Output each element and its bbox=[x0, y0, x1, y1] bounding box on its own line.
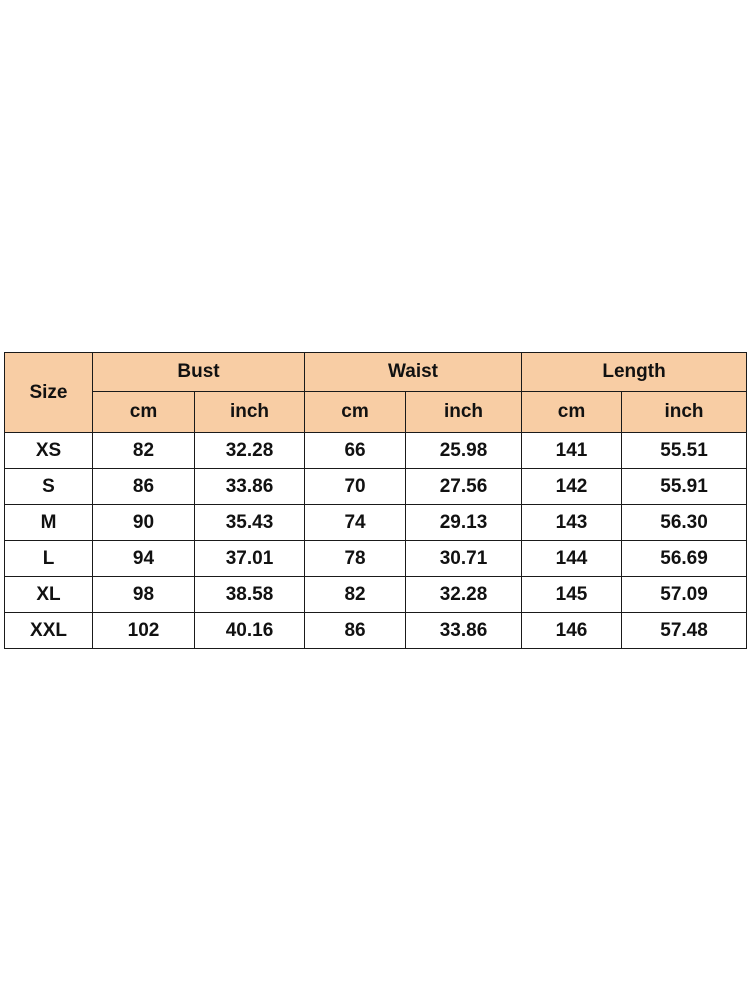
waist-cm-cell: 82 bbox=[305, 577, 406, 613]
bust-inch-header: inch bbox=[195, 392, 305, 433]
length-inch-cell: 57.48 bbox=[622, 613, 747, 649]
bust-inch-cell: 37.01 bbox=[195, 541, 305, 577]
length-inch-cell: 56.69 bbox=[622, 541, 747, 577]
length-inch-cell: 56.30 bbox=[622, 505, 747, 541]
waist-cm-cell: 66 bbox=[305, 433, 406, 469]
size-chart-table bbox=[4, 352, 747, 649]
waist-cm-header: cm bbox=[305, 392, 406, 433]
size-column-header: Size bbox=[5, 353, 93, 433]
table-row bbox=[5, 433, 747, 469]
size-cell: L bbox=[5, 541, 93, 577]
bust-cm-cell: 98 bbox=[93, 577, 195, 613]
length-cm-cell: 143 bbox=[522, 505, 622, 541]
length-cm-cell: 144 bbox=[522, 541, 622, 577]
waist-cm-cell: 70 bbox=[305, 469, 406, 505]
waist-inch-cell: 29.13 bbox=[406, 505, 522, 541]
bust-group-header: Bust bbox=[93, 353, 305, 392]
waist-inch-cell: 27.56 bbox=[406, 469, 522, 505]
waist-inch-cell: 32.28 bbox=[406, 577, 522, 613]
bust-cm-cell: 86 bbox=[93, 469, 195, 505]
bust-inch-cell: 40.16 bbox=[195, 613, 305, 649]
bust-cm-cell: 94 bbox=[93, 541, 195, 577]
length-inch-cell: 55.91 bbox=[622, 469, 747, 505]
bust-inch-cell: 35.43 bbox=[195, 505, 305, 541]
length-group-header: Length bbox=[522, 353, 747, 392]
bust-cm-cell: 82 bbox=[93, 433, 195, 469]
length-inch-cell: 57.09 bbox=[622, 577, 747, 613]
size-cell: XL bbox=[5, 577, 93, 613]
bust-cm-cell: 90 bbox=[93, 505, 195, 541]
size-cell: XXL bbox=[5, 613, 93, 649]
waist-inch-header: inch bbox=[406, 392, 522, 433]
length-cm-cell: 141 bbox=[522, 433, 622, 469]
table-row bbox=[5, 577, 747, 613]
size-cell: M bbox=[5, 505, 93, 541]
waist-cm-cell: 86 bbox=[305, 613, 406, 649]
bust-inch-cell: 38.58 bbox=[195, 577, 305, 613]
table-row bbox=[5, 469, 747, 505]
waist-inch-cell: 25.98 bbox=[406, 433, 522, 469]
waist-group-header: Waist bbox=[305, 353, 522, 392]
size-cell: XS bbox=[5, 433, 93, 469]
length-cm-cell: 142 bbox=[522, 469, 622, 505]
length-inch-header: inch bbox=[622, 392, 747, 433]
bust-cm-header: cm bbox=[93, 392, 195, 433]
waist-inch-cell: 33.86 bbox=[406, 613, 522, 649]
table-row bbox=[5, 613, 747, 649]
waist-cm-cell: 74 bbox=[305, 505, 406, 541]
bust-cm-cell: 102 bbox=[93, 613, 195, 649]
bust-inch-cell: 33.86 bbox=[195, 469, 305, 505]
size-table-body bbox=[5, 433, 747, 649]
length-cm-cell: 145 bbox=[522, 577, 622, 613]
length-inch-cell: 55.51 bbox=[622, 433, 747, 469]
table-row bbox=[5, 541, 747, 577]
length-cm-cell: 146 bbox=[522, 613, 622, 649]
waist-cm-cell: 78 bbox=[305, 541, 406, 577]
size-cell: S bbox=[5, 469, 93, 505]
unit-header-row bbox=[5, 392, 747, 433]
group-header-row bbox=[5, 353, 747, 392]
bust-inch-cell: 32.28 bbox=[195, 433, 305, 469]
table-row bbox=[5, 505, 747, 541]
waist-inch-cell: 30.71 bbox=[406, 541, 522, 577]
length-cm-header: cm bbox=[522, 392, 622, 433]
